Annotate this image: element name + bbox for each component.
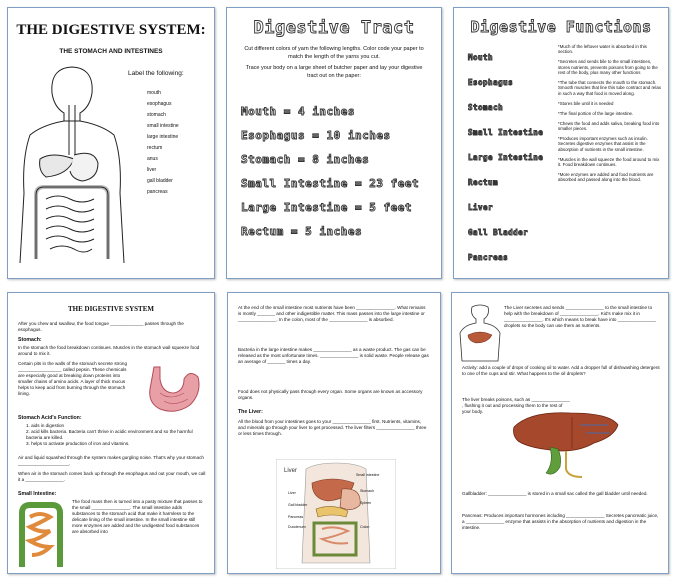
organ-item: Small Intestine — [468, 128, 544, 137]
body-outline-diagram — [12, 63, 132, 278]
diagram-title: Liver — [284, 468, 298, 474]
torso-liver-illustration — [458, 303, 502, 363]
page1-subtitle: THE STOMACH AND INTESTINES — [59, 48, 163, 55]
intestine-paragraph: At the end of the small intestine most nutrients have been _______________. What remains is mostly _______ and other indigestible matter. This mass passes into the large intestine or _______________. In the colon, most of the _______________ is absorbed. — [238, 305, 426, 322]
label-item: large intestine — [147, 134, 179, 140]
acid-paragraph: Air and liquid squashed through the system makes gurgling noise. That's why your stomach ____________________. — [18, 455, 204, 466]
worksheet-page-large-intestine-liver — [227, 292, 441, 574]
acid-list — [26, 423, 206, 447]
page1-title: THE DIGESTIVE SYSTEM: — [16, 22, 206, 38]
measurement-item: Mouth = 4 inches — [241, 105, 355, 118]
organ-item: Gall Bladder — [468, 228, 529, 237]
page2-instructions — [241, 46, 427, 80]
measurement-list — [241, 100, 419, 244]
function-item: *Muscles in the wall squeeze the food around to mix it. Food breakdown continues. — [558, 156, 660, 167]
organ-item: Mouth — [468, 53, 494, 62]
intro-text: After you chew and swallow, the food tongue _____________ passes through the esophagus. — [18, 321, 184, 332]
function-item: *Stores bile until it is needed — [558, 100, 614, 106]
small-intestine-paragraph: The food mass then is turned into a pasty mixture that passes to the small _______________. The small intestine adds substances to the stomach acid that make it harmless to the delicate lining of the small intestine. In the small intestine still more enzymes are added and the undigested food substances are absorbed into — [72, 499, 203, 534]
liver-heading: The Liver: — [238, 409, 263, 415]
worksheet-page-liver-pancreas — [451, 292, 669, 574]
accessory-organs-paragraph: Food does not physically pass through every organ. Some organs are known as accessory organs. — [238, 389, 423, 400]
acid-item: 1. aids in digestion — [26, 423, 65, 428]
stomach-paragraph-1: In the stomach the food breakdown continues. Muscles in the stomach wall squeeze food around to mix it. — [18, 345, 200, 356]
diagram-label: Colon — [360, 525, 370, 529]
organ-list — [468, 45, 543, 270]
organ-item: Stomach — [468, 103, 504, 112]
liver-paragraph: All the blood from your intestines goes to your _______________ first. Nutrients, vitamins, and minerals go through your liver to get processed. The liver filters _______________ three or less times through. — [238, 419, 427, 436]
label-item: stomach — [147, 112, 166, 118]
measurement-item: Large Intestine = 5 feet — [241, 201, 412, 214]
instructions-2: Trace your body on a large sheet of butcher paper and lay your digestive tract out on the paper: — [245, 65, 423, 79]
diagram-label: Gall bladder — [288, 503, 308, 507]
intestine-illustration — [16, 501, 66, 571]
diagram-label: Small intestine — [356, 473, 380, 477]
diagram-label: Liver — [288, 491, 296, 495]
label-item: mouth — [147, 90, 161, 96]
pancreas-paragraph: Pancreas: Produces important hormones including _______________ Secretes pancreatic juice, a _______________ enzyme that assists in the absorption of nutrients and digestion in the intestine. — [462, 513, 659, 530]
page4-title: THE DIGESTIVE SYSTEM — [68, 305, 154, 313]
instructions-1: Cut different colors of yarn the following lengths. Color code your paper to match the length of the yarns you cut. — [244, 46, 424, 60]
worksheet-page-stomach-intestines — [7, 7, 215, 279]
diagram-label: Pancreas — [288, 515, 304, 519]
waste-paragraph: Bacteria in the large intestine makes _______________ as a waste product. The gas can be released as the most unfortunate times. _______________ is solid waste. People release gas an average of _______ times a day. — [238, 347, 429, 364]
measurement-item: Small Intestine = 23 feet — [241, 177, 420, 190]
label-item: anus — [147, 156, 158, 162]
stomach-paragraph-2: Certain pits in the walls of the stomach secrete strong _________________ called pepsin. These chemicals are especially good at breaking down proteins into smaller chains of amino acids. A layer of thick mucus helps to keep acid from burning through the stomach lining. — [18, 361, 128, 396]
function-item: *Much of the leftover water is absorbed in this section. — [558, 44, 647, 55]
page3-title: Digestive Functions — [470, 18, 652, 36]
stomach-illustration — [140, 363, 202, 415]
worksheet-page-digestive-functions — [453, 7, 669, 279]
function-item: *The tube that connects the mouth to the stomach. Smooth muscles that line this tube contract and relax in such a way that food is moved along. — [558, 80, 661, 96]
label-item: rectum — [147, 145, 163, 151]
function-item: *The final portion of the large intestine. — [558, 110, 634, 116]
activity-paragraph: Activity: add a couple of drops of cooking oil to water. Add a dropper full of dishwashing detergent to one of the cups and stir. What happens to the oil droplets? — [462, 365, 660, 376]
function-item: *Chews the food and adds saliva, breaking food into smaller pieces. — [558, 120, 660, 131]
burp-paragraph: When air in the stomach comes back up through the esophagus and out your mouth, we call it a _______________. — [18, 471, 206, 482]
function-item: *Secretes and sends bile to the small intestines, stores nutrients, prevents poisons from going to the rest of the body, plus many other functions — [558, 59, 658, 76]
label-heading: Label the following: — [128, 70, 184, 77]
poisons-paragraph: The liver breaks poisons, such as _______________ , flushing it out and processing them to the rest of your body. — [462, 397, 570, 414]
small-intestine-heading: Small Intestine: — [18, 491, 57, 497]
organ-item: Esophagus — [468, 78, 514, 87]
diagram-label: Spleen — [360, 501, 372, 505]
acid-item: 3. helps to activate production of iron and vitamins. — [26, 441, 130, 446]
acid-item: 2. acid kills bacteria. Bacteria can't thrive in acidic environment and so the harmful bacteria are killed. — [26, 429, 193, 440]
organ-item: Pancreas — [468, 253, 509, 262]
diagram-label: Stomach — [360, 489, 375, 493]
label-item: esophagus — [147, 101, 172, 107]
label-list — [147, 88, 179, 198]
function-item: *Produces important enzymes such as insulin. Secretes digestive enzymes that assist in the absorption of nutrients in the small intestine. — [558, 135, 648, 152]
organ-item: Rectum — [468, 178, 499, 187]
stomach-heading: Stomach: — [18, 337, 42, 343]
organ-item: Liver — [468, 203, 494, 212]
function-item: *More enzymes are added and food nutrients are absorbed and passed along into the blood. — [558, 171, 654, 183]
liver-illustration — [510, 407, 622, 483]
measurement-item: Esophagus = 10 inches — [241, 129, 391, 142]
label-item: small intestine — [147, 123, 179, 129]
measurement-item: Rectum = 5 inches — [241, 225, 363, 238]
organ-item: Large Intestine — [468, 153, 544, 162]
label-item: pancreas — [147, 189, 168, 195]
page2-title: Digestive Tract — [253, 18, 415, 38]
worksheet-page-stomach-notes — [7, 292, 215, 574]
worksheet-page-digestive-tract — [226, 7, 442, 279]
liver-secretes-paragraph: The Liver secretes and sends _______________ to the small intestine to help with the breakdown of _______________. Kid's make mix it in _______________. It's which means to break have into _______________ droplets so the body can use them as nutrients. — [504, 305, 657, 328]
label-item: liver — [147, 167, 157, 173]
acid-heading: Stomach Acid's Function: — [18, 415, 82, 421]
function-list — [558, 44, 662, 187]
diagram-label: Duodenum — [288, 525, 306, 529]
measurement-item: Stomach = 8 inches — [241, 153, 370, 166]
gallbladder-paragraph: Gallbladder: _______________ is stored in a small sac called the gall bladder until needed. — [462, 491, 648, 496]
label-item: gall bladder — [147, 178, 173, 184]
